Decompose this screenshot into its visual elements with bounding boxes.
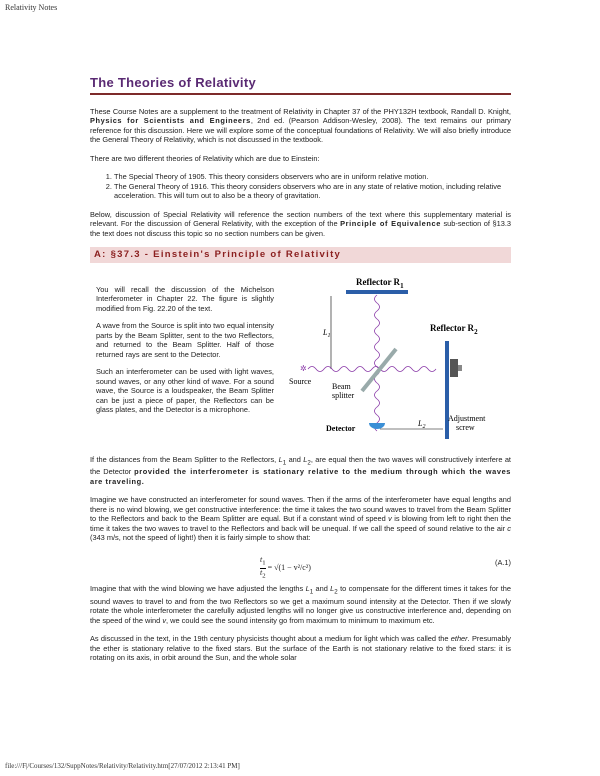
principle-equivalence-term: Principle of Equivalence: [340, 219, 441, 228]
reflector-2-label: Reflector $R_2$: [430, 322, 478, 336]
l1-label: $L_1$: [323, 327, 331, 339]
equation-a1: [90, 552, 511, 580]
document-body: [90, 75, 512, 672]
vertical-wave-beam: [375, 295, 380, 431]
splitter-label: splitter: [332, 390, 355, 400]
col-paragraph-1: You will recall the discussion of the Michelson Interferometer in Chapter 22. The figure is slightly modified from Fig. 22.20 of the text.: [96, 284, 274, 313]
running-header: Relativity Notes: [5, 3, 58, 12]
reflector-1-plate: [346, 290, 408, 294]
paragraph-wind-adjust: Imagine that with the wind blowing we have adjusted the lengths $L_1$ and $L_2$ to compensate for the different times it takes for the sound waves to travel to and from the two Reflectors so we get a maximum sound intensity at the Detector. Then if we slowly rotate the whole interferometer the carefully adjusted lengths will no longer give us constructive interference and, depending on the speed of the wind v, we could see the sound intensity go from maximum to minimum to maximum etc.: [90, 583, 511, 625]
section-a-heading: A: §37.3 - Einstein's Principle of Relativity: [90, 247, 511, 263]
intro-paragraph-2: There are two different theories of Relativity which are due to Einstein:: [90, 153, 320, 163]
list-item: 1. The Special Theory of 1905. This theory considers observers who are in uniform relative motion.: [114, 172, 511, 182]
equation-expression: $\frac{t_1}{t_2}$ = √(1 − v²/c²): [260, 554, 311, 580]
page-title: The Theories of Relativity: [90, 78, 511, 95]
adjustment-screw-icon: [450, 359, 458, 377]
file-path-footer: file:///F|/Courses/132/SuppNotes/Relativity/Relativity.htm[27/07/2012 2:13:41 PM]: [5, 762, 240, 770]
col-paragraph-2: A wave from the Source is split into two equal intensity parts by the Beam Splitter, sent to the two Reflectors, and returned to the Beam Splitter. Half of those returned rays are sent to the Detector.: [96, 321, 274, 359]
beam-label: Beam: [332, 381, 351, 391]
reflector-1-label: Reflector $R_1$: [356, 276, 404, 290]
detector-label: Detector: [326, 423, 356, 433]
paragraph-distances: If the distances from the Beam Splitter to the Reflectors, $L_1$ and $L_2$, are equal then the two waves will constructively interfere at the Detector provided the interferometer is stationary relative to the medium through which the waves are traveling.: [90, 454, 511, 486]
detector-icon: [369, 423, 385, 429]
adjustment-label-2: screw: [456, 422, 475, 432]
adjustment-knob-icon: [458, 365, 462, 371]
interferometer-block: [90, 273, 511, 445]
l2-label: $L_2$: [418, 418, 426, 430]
source-label: Source: [289, 376, 312, 386]
interferometer-text: [96, 285, 274, 423]
stationary-condition: provided the interferometer is stationary relative to the medium through which the waves are traveling.: [90, 467, 511, 486]
textbook-title: Physics for Scientists and Engineers: [90, 116, 251, 125]
reflector-2-plate: [445, 341, 449, 439]
intro-paragraph-3: Below, discussion of Special Relativity will reference the section numbers of the text where this supplementary material is relevant. For the discussion of General Relativity, with the exception of the Principle of Equivalence sub-section of §13.3 the text does not discuss this topic so no section numbers can be given.: [90, 209, 511, 238]
list-item: 2. The General Theory of 1916. This theory considers observers who are in any state of relative motion, including relative acceleration. This will turn out to also be a theory of gravitation.: [114, 182, 511, 201]
paragraph-sound-interferometer: Imagine we have constructed an interferometer for sound waves. Then if the arms of the interferometer have equal lengths and there is no wind blowing, we get constructive interference: the time it takes the two sound waves to travel from the Beam Splitter to the Reflectors and back to the Beam Splitter are equal. But if a constant wind of speed v is blowing from left to right then the time it takes the two waves to travel to the Reflectors and back will be unequal. If we call the speed of sound relative to the air c (343 m/s, not the speed of light!) then it is fairly simple to show that:: [90, 495, 512, 543]
adjustment-label: Adjustment: [448, 413, 486, 423]
col-paragraph-3: Such an interferometer can be used with light waves, sound waves, or any other kind of wave. For a sound wave, the Source is a loudspeaker, the Beam Splitter can be just a piece of paper, the Reflectors can be glass plates, and the Detector is a microphone.: [96, 367, 274, 414]
horizontal-wave-beam: [308, 366, 436, 371]
source-star-icon: ✲: [300, 363, 307, 373]
paragraph-ether: As discussed in the text, in the 19th century physicists thought about a medium for light which was called the ether. Presumably the ether is stationary relative to the fixed stars. But the surface of the Earth is not stationary relative to the fixed stars: it is rotating on its axis, in orbit around the Sun, and the whole solar: [90, 634, 511, 663]
intro-paragraph-1: These Course Notes are a supplement to the treatment of Relativity in Chapter 37 of the PHY132H textbook, Randall D. Knight, Physics for Scientists and Engineers, 2nd ed. (Pearson Addison-Wesley, 2008). The text remains our primary reference for this discussion. Here we will explore some of the conceptual foundations of Relativity. We will also briefly introduce the General Theory of Relativity, which is not discussed in the textbook.: [90, 106, 512, 144]
michelson-interferometer-figure: [286, 273, 516, 445]
equation-number: (A.1): [494, 557, 511, 567]
theories-list: [90, 172, 511, 201]
